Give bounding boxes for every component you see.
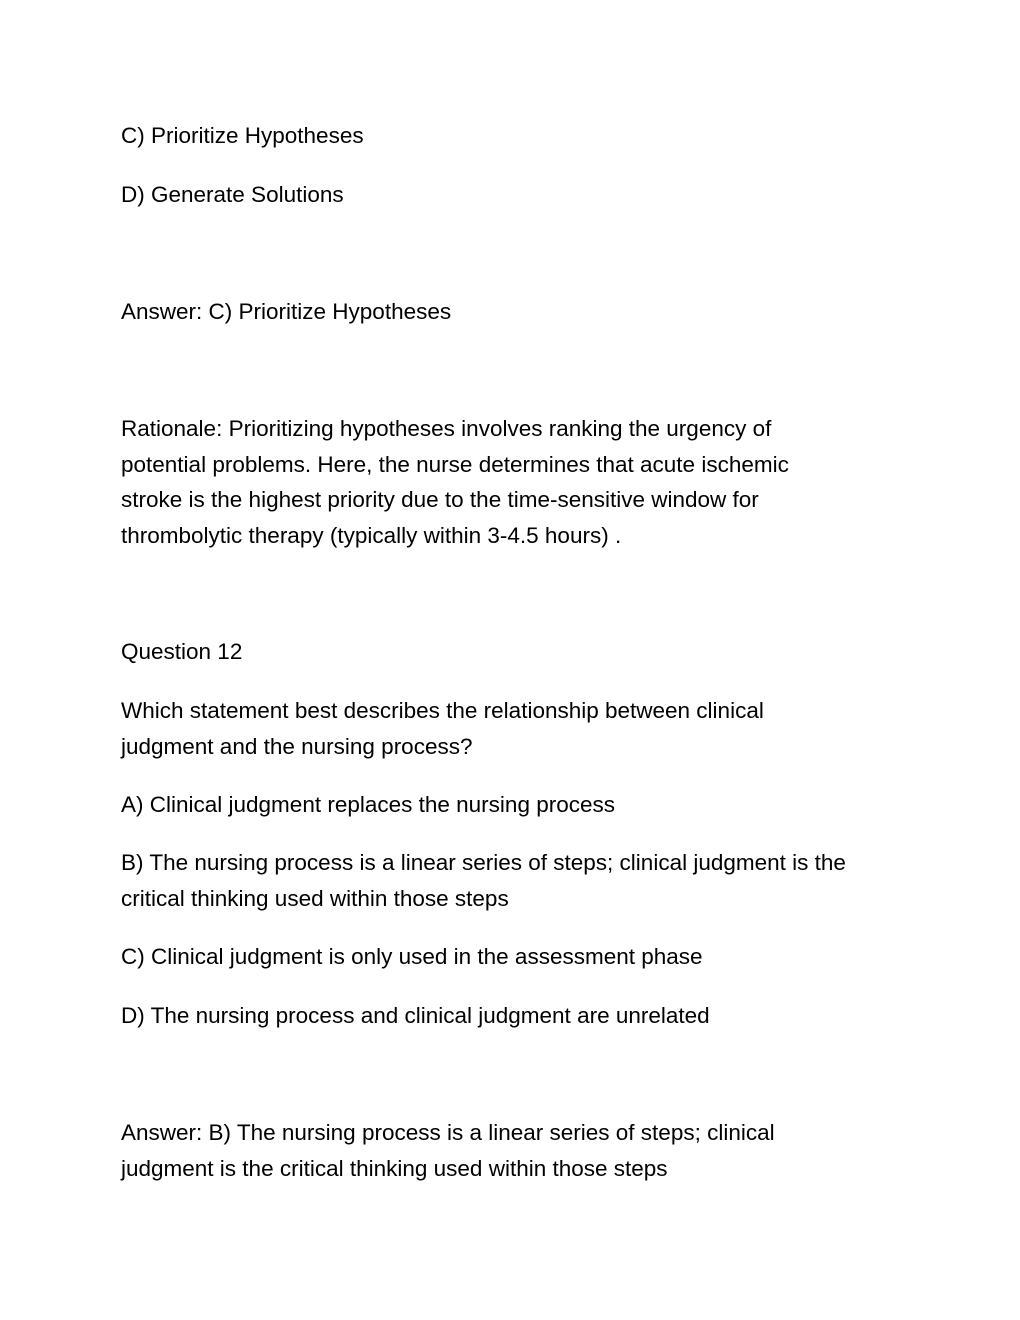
option-b-line: critical thinking used within those steps (121, 885, 509, 911)
rationale-line: Rationale: Prioritizing hypotheses involves ranking the urgency of (121, 416, 772, 441)
rationale-line: thrombolytic therapy (typically within 3-4.5 hours) . (121, 522, 622, 548)
rationale-line: potential problems. Here, the nurse determines that acute ischemic (121, 451, 789, 477)
option-a: A) Clinical judgment replaces the nursing process (121, 792, 615, 817)
prev-rationale (121, 411, 789, 553)
option-b-line: B) The nursing process is a linear series of steps; clinical judgment is the (121, 850, 846, 875)
question-heading: Question 12 (121, 639, 243, 664)
answer-line: judgment is the critical thinking used within those steps (121, 1155, 668, 1181)
question-stem (121, 693, 764, 764)
option-c: C) Clinical judgment is only used in the assessment phase (121, 944, 703, 969)
prev-answer: Answer: C) Prioritize Hypotheses (121, 299, 452, 324)
answer-line: Answer: B) The nursing process is a linear series of steps; clinical (121, 1120, 775, 1145)
rationale-line: stroke is the highest priority due to the time-sensitive window for (121, 487, 759, 512)
stem-line: judgment and the nursing process? (121, 733, 473, 759)
option-b (121, 845, 846, 916)
question-answer (121, 1115, 775, 1186)
stem-line: Which statement best describes the relationship between clinical (121, 698, 764, 723)
option-d: D) The nursing process and clinical judgment are unrelated (121, 1003, 710, 1028)
prev-option-d: D) Generate Solutions (121, 182, 344, 207)
prev-option-c: C) Prioritize Hypotheses (121, 123, 364, 148)
